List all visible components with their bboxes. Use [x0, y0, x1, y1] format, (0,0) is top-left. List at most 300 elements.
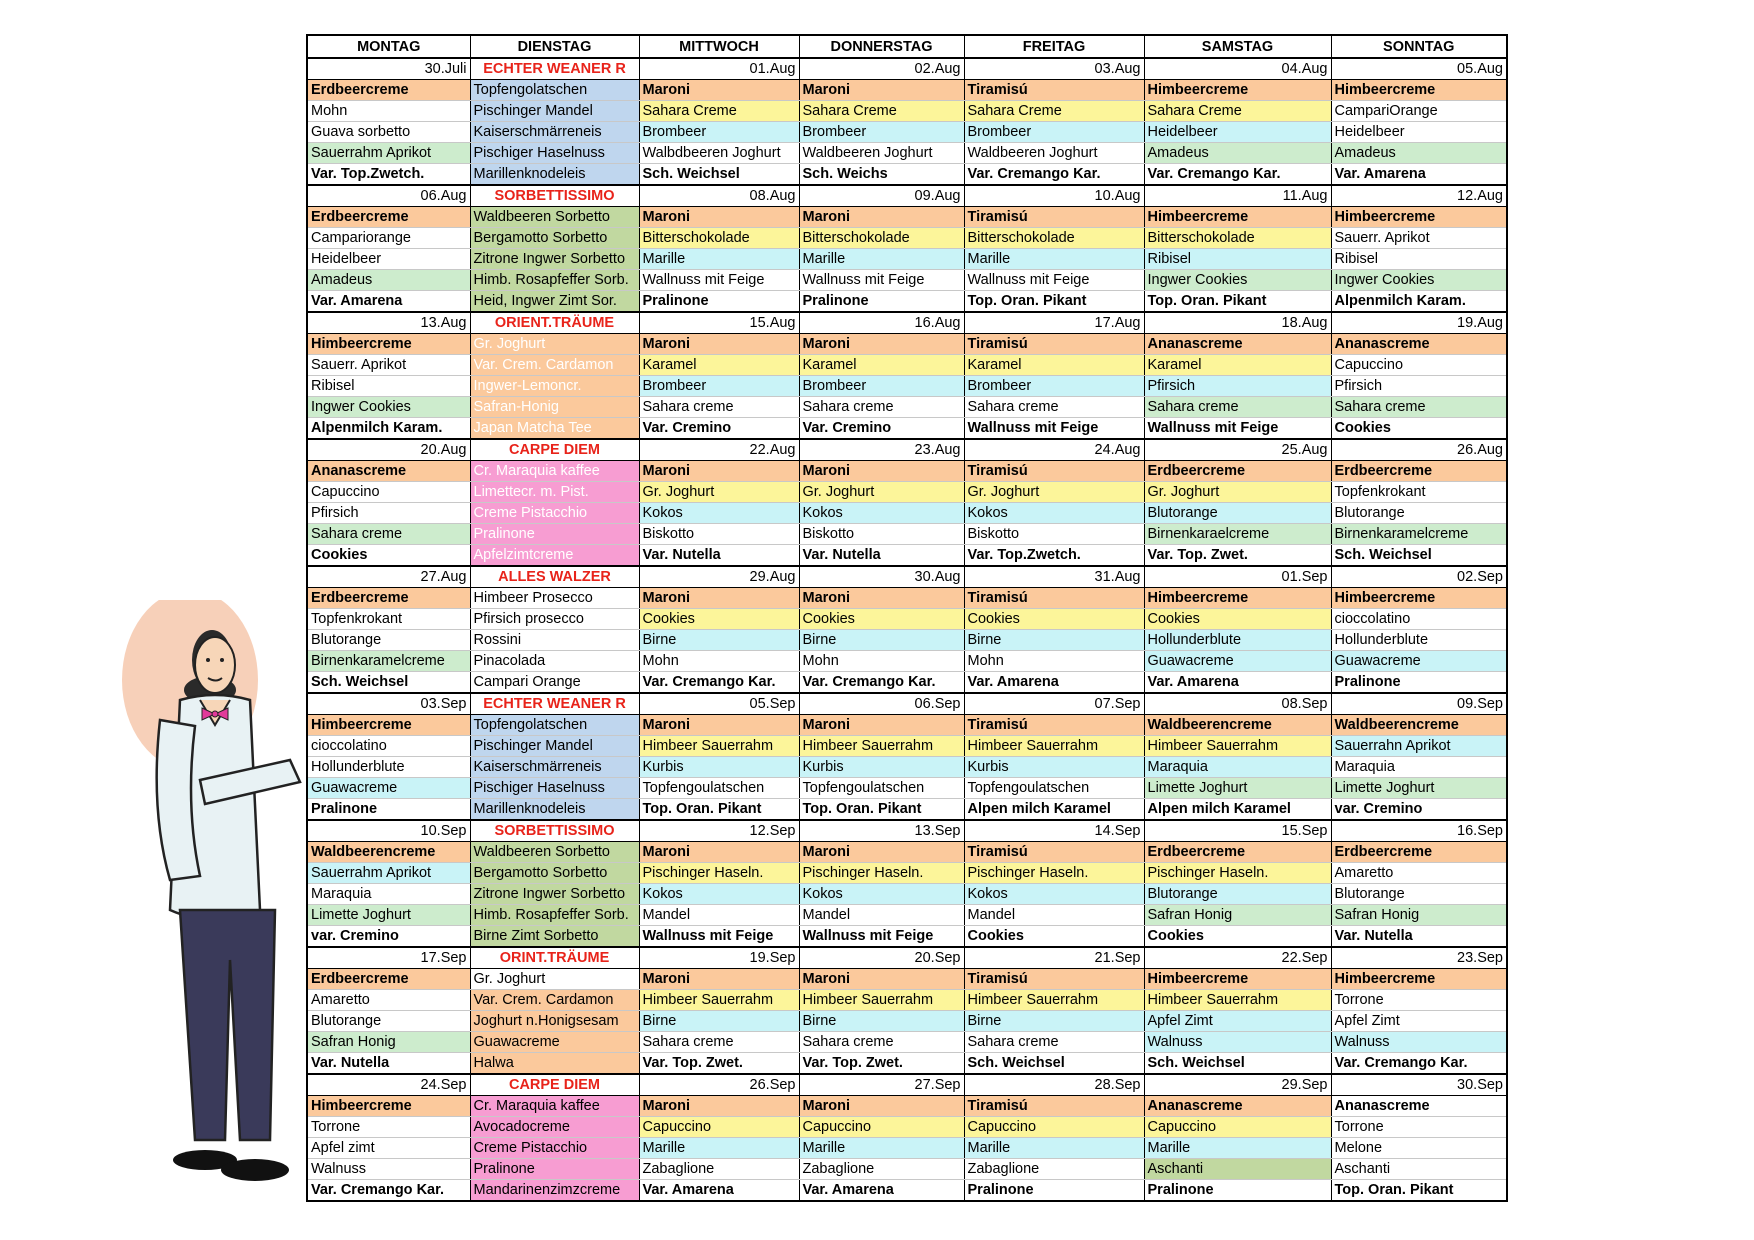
flavor-cell: Top. Oran. Pikant: [964, 291, 1144, 313]
date-cell: 11.Aug: [1144, 185, 1331, 207]
date-cell: 01.Aug: [639, 58, 799, 80]
flavor-cell: Sauerr. Aprikot: [307, 355, 470, 376]
flavor-cell: Himbeercreme: [1144, 969, 1331, 990]
date-cell: 19.Sep: [639, 947, 799, 969]
flavor-row: [307, 355, 1507, 376]
flavor-cell: Bitterschokolade: [1144, 228, 1331, 249]
flavor-cell: Sahara creme: [639, 397, 799, 418]
flavor-cell: Birnenkaramelcreme: [307, 651, 470, 672]
flavor-cell: Tiramisú: [964, 842, 1144, 863]
date-row: [307, 693, 1507, 715]
flavor-cell: Var. Amarena: [307, 291, 470, 313]
flavor-cell: Topfengoulatschen: [639, 778, 799, 799]
flavor-cell: Ingwer Cookies: [307, 397, 470, 418]
flavor-cell: Erdbeercreme: [1331, 461, 1507, 482]
flavor-cell: Marille: [1144, 1138, 1331, 1159]
flavor-cell: Himbeercreme: [1331, 969, 1507, 990]
flavor-row: [307, 143, 1507, 164]
flavor-cell: Maroni: [639, 334, 799, 355]
date-cell: 10.Sep: [307, 820, 470, 842]
date-row: [307, 312, 1507, 334]
flavor-cell: Himbeer Sauerrahm: [799, 736, 964, 757]
flavor-cell: Ribisel: [1331, 249, 1507, 270]
date-cell: 08.Sep: [1144, 693, 1331, 715]
date-cell: 06.Aug: [307, 185, 470, 207]
flavor-cell: Birne: [799, 1011, 964, 1032]
flavor-cell: Heid, Ingwer Zimt Sor.: [470, 291, 639, 313]
flavor-cell: Himbeercreme: [307, 334, 470, 355]
flavor-cell: Gr. Joghurt: [799, 482, 964, 503]
flavor-cell: Pischinger Mandel: [470, 101, 639, 122]
flavor-cell: Tiramisú: [964, 461, 1144, 482]
ice-cream-schedule-table: [306, 34, 1508, 1202]
flavor-cell: Capuccino: [639, 1117, 799, 1138]
flavor-cell: Birne: [964, 630, 1144, 651]
date-row: [307, 185, 1507, 207]
flavor-cell: Himbeer Sauerrahm: [1144, 736, 1331, 757]
flavor-cell: Zitrone Ingwer Sorbetto: [470, 884, 639, 905]
date-cell: 09.Sep: [1331, 693, 1507, 715]
date-cell: 16.Sep: [1331, 820, 1507, 842]
flavor-cell: Limette Joghurt: [307, 905, 470, 926]
flavor-cell: Waldbeerencreme: [1144, 715, 1331, 736]
flavor-cell: Himbeer Prosecco: [470, 588, 639, 609]
flavor-cell: Alpen milch Karamel: [964, 799, 1144, 821]
flavor-cell: Mohn: [964, 651, 1144, 672]
flavor-cell: Pralinone: [639, 291, 799, 313]
flavor-row: [307, 397, 1507, 418]
flavor-cell: Maroni: [799, 715, 964, 736]
flavor-cell: Pischinger Haseln.: [799, 863, 964, 884]
theme-day-title: ALLES WALZER: [470, 566, 639, 588]
flavor-cell: Var. Cremango Kar.: [307, 1180, 470, 1202]
flavor-cell: Halwa: [470, 1053, 639, 1075]
date-cell: 13.Sep: [799, 820, 964, 842]
flavor-row: [307, 482, 1507, 503]
flavor-cell: Erdbeercreme: [1331, 842, 1507, 863]
flavor-cell: Cookies: [1144, 926, 1331, 948]
date-cell: 02.Sep: [1331, 566, 1507, 588]
flavor-cell: Marillenknodeleis: [470, 799, 639, 821]
flavor-cell: Sch. Weichsel: [964, 1053, 1144, 1075]
flavor-cell: Himbeer Sauerrahm: [639, 736, 799, 757]
flavor-cell: Maroni: [799, 842, 964, 863]
flavor-cell: var. Cremino: [1331, 799, 1507, 821]
flavor-cell: Sahara creme: [799, 1032, 964, 1053]
date-cell: 28.Sep: [964, 1074, 1144, 1096]
date-cell: 27.Aug: [307, 566, 470, 588]
flavor-row: [307, 101, 1507, 122]
flavor-cell: Maroni: [799, 207, 964, 228]
flavor-cell: Kokos: [639, 503, 799, 524]
flavor-row: [307, 757, 1507, 778]
flavor-cell: Marille: [964, 249, 1144, 270]
flavor-cell: Ananascreme: [307, 461, 470, 482]
flavor-cell: Pischiger Haselnuss: [470, 143, 639, 164]
flavor-cell: Limette Joghurt: [1144, 778, 1331, 799]
flavor-cell: Brombeer: [639, 122, 799, 143]
flavor-cell: Safran Honig: [1144, 905, 1331, 926]
schedule-body: [307, 58, 1507, 1201]
weekday-header: SAMSTAG: [1144, 35, 1331, 58]
flavor-cell: Maroni: [639, 461, 799, 482]
flavor-cell: Torrone: [307, 1117, 470, 1138]
flavor-row: [307, 651, 1507, 672]
flavor-cell: Erdbeercreme: [1144, 842, 1331, 863]
flavor-row: [307, 799, 1507, 821]
flavor-cell: Maroni: [799, 969, 964, 990]
flavor-cell: Tiramisú: [964, 969, 1144, 990]
flavor-cell: Waldbeerencreme: [1331, 715, 1507, 736]
weekday-header: DIENSTAG: [470, 35, 639, 58]
weekday-header: MONTAG: [307, 35, 470, 58]
flavor-cell: Himbeercreme: [1331, 588, 1507, 609]
date-cell: 24.Aug: [964, 439, 1144, 461]
flavor-cell: Ananascreme: [1144, 334, 1331, 355]
flavor-cell: Tiramisú: [964, 588, 1144, 609]
flavor-cell: Kaiserschmärreneis: [470, 122, 639, 143]
date-cell: 03.Sep: [307, 693, 470, 715]
flavor-row: [307, 164, 1507, 186]
flavor-cell: Maraquia: [1331, 757, 1507, 778]
flavor-cell: Waldbeeren Joghurt: [799, 143, 964, 164]
flavor-cell: Brombeer: [639, 376, 799, 397]
flavor-cell: Birne: [799, 630, 964, 651]
flavor-cell: Cr. Maraquia kaffee: [470, 1096, 639, 1117]
flavor-cell: Tiramisú: [964, 207, 1144, 228]
weekday-header: FREITAG: [964, 35, 1144, 58]
flavor-cell: Pischinger Haseln.: [964, 863, 1144, 884]
flavor-cell: Tiramisú: [964, 334, 1144, 355]
flavor-cell: Birne Zimt Sorbetto: [470, 926, 639, 948]
date-cell: 23.Aug: [799, 439, 964, 461]
flavor-cell: Birnenkaraelcreme: [1144, 524, 1331, 545]
flavor-cell: Sch. Weichsel: [1144, 1053, 1331, 1075]
flavor-cell: Sahara creme: [964, 397, 1144, 418]
flavor-cell: Blutorange: [1144, 503, 1331, 524]
flavor-cell: Maroni: [639, 969, 799, 990]
flavor-cell: Alpen milch Karamel: [1144, 799, 1331, 821]
theme-day-title: SORBETTISSIMO: [470, 820, 639, 842]
flavor-cell: Wallnuss mit Feige: [639, 270, 799, 291]
flavor-cell: Birne: [639, 1011, 799, 1032]
flavor-row: [307, 905, 1507, 926]
theme-day-title: SORBETTISSIMO: [470, 185, 639, 207]
flavor-cell: Campariorange: [307, 228, 470, 249]
theme-day-title: CARPE DIEM: [470, 1074, 639, 1096]
date-cell: 23.Sep: [1331, 947, 1507, 969]
flavor-cell: Cookies: [799, 609, 964, 630]
flavor-cell: Birne: [639, 630, 799, 651]
flavor-cell: Himbeer Sauerrahm: [1144, 990, 1331, 1011]
flavor-cell: Erdbeercreme: [307, 588, 470, 609]
date-row: [307, 1074, 1507, 1096]
date-cell: 08.Aug: [639, 185, 799, 207]
flavor-cell: Himbeer Sauerrahm: [964, 736, 1144, 757]
flavor-cell: var. Cremino: [307, 926, 470, 948]
flavor-cell: Amadeus: [1331, 143, 1507, 164]
flavor-cell: Var. Cremango Kar.: [964, 164, 1144, 186]
date-cell: 29.Aug: [639, 566, 799, 588]
flavor-cell: Sch. Weichsel: [1331, 545, 1507, 567]
flavor-cell: Kokos: [799, 503, 964, 524]
flavor-cell: Heidelbeer: [307, 249, 470, 270]
flavor-cell: Apfelzimtcreme: [470, 545, 639, 567]
date-cell: 30.Sep: [1331, 1074, 1507, 1096]
flavor-cell: Capuccino: [1144, 1117, 1331, 1138]
flavor-cell: Creme Pistacchio: [470, 1138, 639, 1159]
flavor-cell: Var. Top.Zwetch.: [307, 164, 470, 186]
date-row: [307, 566, 1507, 588]
theme-day-title: ECHTER WEANER R: [470, 693, 639, 715]
flavor-cell: Capuccino: [964, 1117, 1144, 1138]
flavor-cell: Pralinone: [470, 1159, 639, 1180]
flavor-cell: Biskotto: [964, 524, 1144, 545]
flavor-cell: Pralinone: [470, 524, 639, 545]
flavor-cell: Biskotto: [799, 524, 964, 545]
flavor-cell: Sch. Weichsel: [639, 164, 799, 186]
flavor-row: [307, 1032, 1507, 1053]
date-cell: 09.Aug: [799, 185, 964, 207]
theme-day-title: ECHTER WEANER R: [470, 58, 639, 80]
flavor-cell: Pischinger Mandel: [470, 736, 639, 757]
flavor-cell: Wallnuss mit Feige: [639, 926, 799, 948]
theme-day-title: CARPE DIEM: [470, 439, 639, 461]
flavor-cell: Maraquia: [307, 884, 470, 905]
flavor-cell: Zitrone Ingwer Sorbetto: [470, 249, 639, 270]
flavor-cell: Himbeercreme: [1144, 588, 1331, 609]
flavor-cell: Karamel: [799, 355, 964, 376]
flavor-cell: Pfirsich: [307, 503, 470, 524]
flavor-cell: Melone: [1331, 1138, 1507, 1159]
flavor-cell: Var. Top. Zwet.: [639, 1053, 799, 1075]
flavor-row: [307, 503, 1507, 524]
flavor-cell: Zabaglione: [799, 1159, 964, 1180]
flavor-cell: Brombeer: [964, 122, 1144, 143]
flavor-cell: Var. Nutella: [1331, 926, 1507, 948]
flavor-cell: Sauerrahm Aprikot: [307, 863, 470, 884]
flavor-row: [307, 461, 1507, 482]
flavor-row: [307, 672, 1507, 694]
flavor-cell: Waldbeeren Sorbetto: [470, 842, 639, 863]
date-cell: 18.Aug: [1144, 312, 1331, 334]
flavor-cell: Top. Oran. Pikant: [639, 799, 799, 821]
flavor-cell: Limette Joghurt: [1331, 778, 1507, 799]
date-cell: 27.Sep: [799, 1074, 964, 1096]
flavor-cell: Var. Top.Zwetch.: [964, 545, 1144, 567]
flavor-row: [307, 270, 1507, 291]
flavor-cell: Sahara Creme: [799, 101, 964, 122]
flavor-cell: Var. Top. Zwet.: [799, 1053, 964, 1075]
flavor-cell: Cookies: [964, 926, 1144, 948]
flavor-row: [307, 376, 1507, 397]
date-row: [307, 947, 1507, 969]
flavor-cell: Ingwer Cookies: [1331, 270, 1507, 291]
flavor-cell: Safran-Honig: [470, 397, 639, 418]
date-cell: 03.Aug: [964, 58, 1144, 80]
flavor-cell: Var. Amarena: [799, 1180, 964, 1202]
flavor-cell: Bitterschokolade: [964, 228, 1144, 249]
flavor-cell: Campari Orange: [470, 672, 639, 694]
flavor-cell: Himbeercreme: [307, 715, 470, 736]
flavor-cell: Waldbeerencreme: [307, 842, 470, 863]
flavor-cell: Marillenknodeleis: [470, 164, 639, 186]
flavor-cell: Mohn: [307, 101, 470, 122]
date-cell: 22.Aug: [639, 439, 799, 461]
flavor-cell: Var. Amarena: [1331, 164, 1507, 186]
date-cell: 19.Aug: [1331, 312, 1507, 334]
flavor-cell: Top. Oran. Pikant: [1144, 291, 1331, 313]
flavor-cell: Var. Nutella: [799, 545, 964, 567]
flavor-cell: Blutorange: [307, 630, 470, 651]
date-cell: 10.Aug: [964, 185, 1144, 207]
flavor-cell: Wallnuss mit Feige: [799, 926, 964, 948]
flavor-cell: Ingwer Cookies: [1144, 270, 1331, 291]
date-cell: 26.Aug: [1331, 439, 1507, 461]
flavor-row: [307, 1117, 1507, 1138]
flavor-cell: Guava sorbetto: [307, 122, 470, 143]
flavor-cell: Maroni: [639, 588, 799, 609]
flavor-row: [307, 207, 1507, 228]
theme-day-title: ORINT.TRÄUME: [470, 947, 639, 969]
date-cell: 15.Aug: [639, 312, 799, 334]
date-cell: 05.Sep: [639, 693, 799, 715]
flavor-cell: Sahara creme: [799, 397, 964, 418]
waiter-illustration: [120, 600, 310, 1240]
flavor-cell: Alpenmilch Karam.: [1331, 291, 1507, 313]
flavor-cell: Pralinone: [1144, 1180, 1331, 1202]
flavor-cell: Topfengoulatschen: [799, 778, 964, 799]
flavor-cell: Himbeercreme: [1144, 207, 1331, 228]
flavor-cell: Maroni: [639, 207, 799, 228]
flavor-row: [307, 736, 1507, 757]
flavor-cell: Amadeus: [307, 270, 470, 291]
flavor-cell: Erdbeercreme: [307, 969, 470, 990]
flavor-cell: Ananascreme: [1331, 1096, 1507, 1117]
flavor-cell: Var. Cremango Kar.: [799, 672, 964, 694]
flavor-cell: Var. Nutella: [639, 545, 799, 567]
flavor-cell: Sahara creme: [307, 524, 470, 545]
weekday-header-row: [307, 35, 1507, 58]
flavor-cell: Sauerrahm Aprikot: [307, 143, 470, 164]
flavor-cell: Maroni: [799, 80, 964, 101]
date-cell: 25.Aug: [1144, 439, 1331, 461]
flavor-cell: Gr. Joghurt: [470, 334, 639, 355]
flavor-cell: Maroni: [799, 334, 964, 355]
date-cell: 12.Sep: [639, 820, 799, 842]
flavor-cell: Apfel zimt: [307, 1138, 470, 1159]
flavor-cell: Wallnuss mit Feige: [799, 270, 964, 291]
flavor-cell: Pralinone: [307, 799, 470, 821]
flavor-cell: Kaiserschmärreneis: [470, 757, 639, 778]
flavor-cell: Himbeercreme: [1331, 207, 1507, 228]
flavor-cell: Hollunderblute: [1331, 630, 1507, 651]
flavor-cell: Blutorange: [1331, 503, 1507, 524]
flavor-cell: Pinacolada: [470, 651, 639, 672]
flavor-cell: Hollunderblute: [307, 757, 470, 778]
flavor-row: [307, 1011, 1507, 1032]
flavor-cell: Capuccino: [307, 482, 470, 503]
flavor-row: [307, 609, 1507, 630]
flavor-cell: Aschanti: [1144, 1159, 1331, 1180]
flavor-cell: Var. Crem. Cardamon: [470, 990, 639, 1011]
flavor-cell: Var. Cremango Kar.: [639, 672, 799, 694]
flavor-cell: Brombeer: [964, 376, 1144, 397]
flavor-cell: Maroni: [639, 80, 799, 101]
flavor-cell: Kurbis: [964, 757, 1144, 778]
flavor-cell: Var. Nutella: [307, 1053, 470, 1075]
theme-day-title: ORIENT.TRÄUME: [470, 312, 639, 334]
flavor-cell: Pralinone: [964, 1180, 1144, 1202]
flavor-cell: Torrone: [1331, 990, 1507, 1011]
flavor-cell: Mandel: [964, 905, 1144, 926]
flavor-cell: Top. Oran. Pikant: [1331, 1180, 1507, 1202]
flavor-cell: Ingwer-Lemoncr.: [470, 376, 639, 397]
flavor-cell: Safran Honig: [1331, 905, 1507, 926]
flavor-cell: Himb. Rosapfeffer Sorb.: [470, 270, 639, 291]
flavor-cell: Aschanti: [1331, 1159, 1507, 1180]
flavor-cell: CampariOrange: [1331, 101, 1507, 122]
flavor-cell: Hollunderblute: [1144, 630, 1331, 651]
flavor-cell: Bergamotto Sorbetto: [470, 863, 639, 884]
weekday-header: DONNERSTAG: [799, 35, 964, 58]
date-cell: 20.Sep: [799, 947, 964, 969]
flavor-cell: Erdbeercreme: [307, 207, 470, 228]
flavor-cell: Erdbeercreme: [1144, 461, 1331, 482]
flavor-cell: Var. Cremango Kar.: [1144, 164, 1331, 186]
flavor-cell: Brombeer: [799, 122, 964, 143]
date-cell: 24.Sep: [307, 1074, 470, 1096]
flavor-cell: Pfirsich: [1144, 376, 1331, 397]
weekday-header: MITTWOCH: [639, 35, 799, 58]
flavor-row: [307, 524, 1507, 545]
flavor-cell: Birnenkaramelcreme: [1331, 524, 1507, 545]
flavor-cell: Pischinger Haseln.: [639, 863, 799, 884]
flavor-cell: Apfel Zimt: [1144, 1011, 1331, 1032]
flavor-cell: Maroni: [639, 842, 799, 863]
flavor-cell: Gr. Joghurt: [639, 482, 799, 503]
flavor-cell: Wallnuss mit Feige: [1144, 418, 1331, 440]
flavor-cell: Maroni: [799, 588, 964, 609]
flavor-row: [307, 249, 1507, 270]
flavor-cell: Maroni: [639, 715, 799, 736]
flavor-cell: Waldbeeren Sorbetto: [470, 207, 639, 228]
flavor-cell: Himbeer Sauerrahm: [639, 990, 799, 1011]
flavor-cell: Erdbeercreme: [307, 80, 470, 101]
flavor-cell: Pischinger Haseln.: [1144, 863, 1331, 884]
flavor-cell: Zabaglione: [639, 1159, 799, 1180]
flavor-cell: Var. Cremino: [799, 418, 964, 440]
flavor-cell: Mandel: [799, 905, 964, 926]
flavor-cell: Zabaglione: [964, 1159, 1144, 1180]
flavor-cell: Alpenmilch Karam.: [307, 418, 470, 440]
flavor-cell: Amaretto: [1331, 863, 1507, 884]
flavor-row: [307, 863, 1507, 884]
flavor-cell: Guawacreme: [307, 778, 470, 799]
flavor-cell: Sahara creme: [1331, 397, 1507, 418]
flavor-cell: Pischiger Haselnuss: [470, 778, 639, 799]
flavor-cell: Mandel: [639, 905, 799, 926]
flavor-cell: Var. Cremino: [639, 418, 799, 440]
flavor-cell: Marille: [799, 1138, 964, 1159]
flavor-cell: Kokos: [799, 884, 964, 905]
flavor-row: [307, 1159, 1507, 1180]
flavor-row: [307, 778, 1507, 799]
flavor-cell: Maroni: [639, 1096, 799, 1117]
flavor-cell: Wallnuss mit Feige: [964, 418, 1144, 440]
flavor-cell: Marille: [799, 249, 964, 270]
flavor-cell: Rossini: [470, 630, 639, 651]
